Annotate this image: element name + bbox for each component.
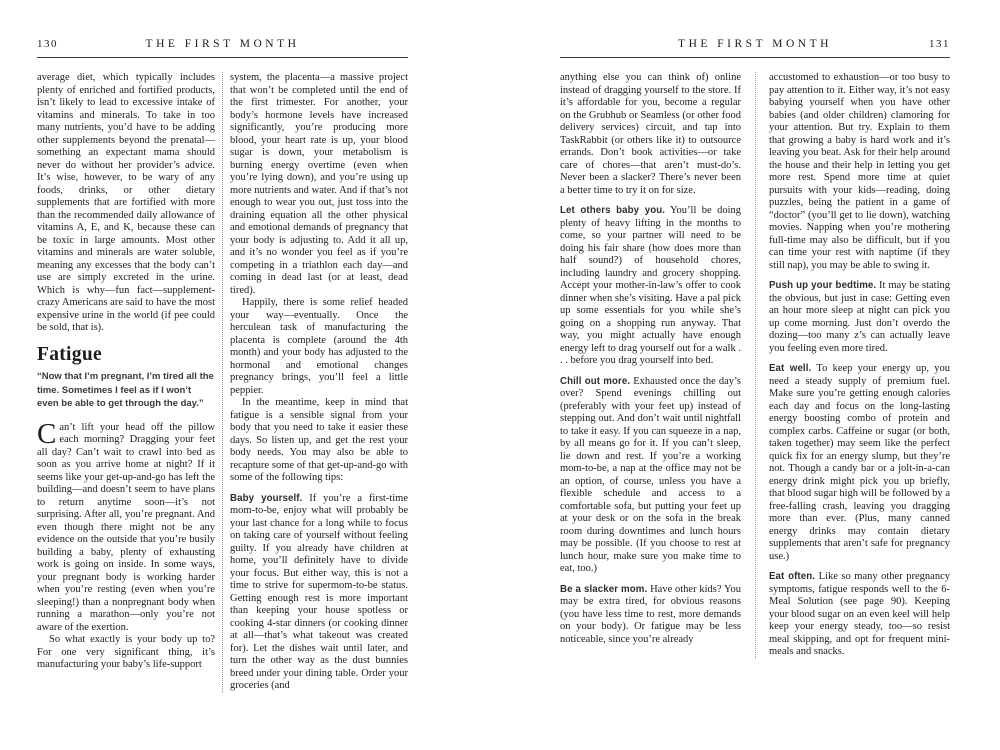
- tip-be-a-slacker-mom: [560, 584, 741, 647]
- tip-eat-well: [769, 363, 950, 563]
- paragraph-placenta: system, the placenta—a massive project that won’t be completed until the end of the first trimester. For another, your body’s hormone levels have increased significantly, you’re producing more blood, your heart rate is up, your blood sugar is down, your metabolism is burning energy overtime (even when you’re lying down), and you’re using up more nutrients and water. And if that’s not enough to wear you out, just toss into the draining equation all the other physical and emotional demands of pregnancy that your body is adjusting to. Add it all up, and it’s no wonder you feel as if you’re competing in a triathlon each day—and coming in dead last (or at least, dead tired).: [230, 72, 408, 296]
- tip-text-bedtime: It may be stating the obvious, but just in case: Getting even an hour more sleep at night can pick you up come morning. Just don’t overdo the dozing—too many z’s can actually leave you feeling even more tired.: [769, 280, 950, 354]
- column-4: [769, 72, 950, 659]
- reader-quote: “Now that I’m pregnant, I’m tired all the time. Sometimes I feel as if I won’t even be able to get through the day.”: [37, 371, 214, 409]
- column-divider-left-page: [222, 72, 223, 693]
- page-number-left: 130: [37, 38, 58, 50]
- tip-text-chill-out: Exhausted once the day’s over? Spend evenings chilling out (preferably with your feet up) instead of stepping out. And don’t wait until nightfall to take it easy. If you can squeeze in a nap, by all means go for it. If you can’t sleep, lie down and rest. If you’re a working mom-to-be, a nap at the office may not be an option, of course, unless you have a flexible schedule and access to a comfortable sofa, but putting your feet up at your desk or on the sofa in the break room during downtimes and lunch hours may be possible. (If you choose to rest at lunch hour, make sure you make time to eat, too.): [560, 375, 741, 574]
- tip-label-baby-yourself: Baby yourself.: [230, 492, 303, 504]
- tip-label-eat-well: Eat well.: [769, 363, 812, 374]
- tip-let-others-baby-you: [560, 205, 741, 368]
- column-3: [560, 72, 741, 659]
- tip-label-chill-out: Chill out more.: [560, 375, 631, 387]
- page-header-right: [560, 38, 950, 58]
- tip-text-slacker-mom: Have other kids? You may be extra tired, for obvious reasons (you have less time to rest, more demands on your body). Or fatigue may be less noticeable, since you’re already: [560, 583, 741, 645]
- paragraph-accustomed: accustomed to exhaustion—or too busy to pay attention to it. Either way, it’s not easy babying yourself when you have other babies (and older children) clamoring for your attention. But try. Explain to them that growing a baby is hard work and it’s leaving you beat. Ask for their help around the house and their help in letting you get more rest. Spend more time at quiet pursuits with your kids—reading, doing puzzles, being the patient in a game of “doctor” (you’ll get to lie down), watching movies. Napping when you’re mothering full-time may also be difficult, but if you can time your rest with naptime (if they still nap), you may be able to swing it.: [769, 72, 950, 271]
- column-1: [37, 72, 215, 693]
- tip-baby-yourself: [230, 493, 408, 693]
- column-2: [230, 72, 408, 693]
- tip-text-eat-well: To keep your energy up, you need a steady supply of premium fuel. Make sure you’re getting enough calories each day and focus on the long-lasting energy boosting combo of protein and complex carbs. Caffeine or sugar (or both, taken together) may seem like the perfect quick fix for an energy slump, but they’re not. Though a candy bar or a jolt-in-a-can energy drink might pick you up briefly, that blood sugar high will be followed by a free-falling crash, leaving you dragging more than ever. (Plus, many canned energy drinks may contain dietary supplements that aren’t safe for pregnancy use.): [769, 363, 950, 562]
- tip-eat-often: [769, 571, 950, 659]
- columns-left-page: [37, 72, 408, 693]
- tip-label-eat-often: Eat often.: [769, 571, 816, 582]
- dropcap-letter: C: [37, 417, 57, 450]
- page-130: [37, 38, 408, 693]
- column-divider-right-page: [755, 72, 756, 659]
- tip-text-eat-often: Like so many other pregnancy symptoms, fatigue responds well to the 6-Meal Solution (see page 90). Keeping your blood sugar on an even keel will help keep your energy steady, too—so resist meal skipping, and opt for frequent mini-meals and snacks.: [769, 571, 950, 657]
- section-heading-fatigue: Fatigue: [37, 343, 102, 365]
- running-head-right: THE FIRST MONTH: [678, 38, 832, 50]
- tip-text-baby-yourself: If you’re a first-time mom-to-be, enjoy what will probably be your last chance for a long while to focus on taking care of yourself without feeling guilty. If you already have children at home, you’ll definitely have to divide your focus. But either way, this is not a time to strive for supermom-to-be status. Getting enough rest is more important than keeping your house spotless or cooking 4-star dinners (or cooking dinner at all—that’s what takeout was created for). Let the dishes wait until later, and turn the other way as the dust bunnies breed under your dining table. Order your groceries (and: [230, 492, 408, 691]
- tip-label-bedtime: Push up your bedtime.: [769, 280, 877, 291]
- tip-chill-out-more: [560, 376, 741, 576]
- tip-label-slacker-mom: Be a slacker mom.: [560, 583, 648, 595]
- page-header-left: [37, 38, 408, 58]
- tip-text-let-others: You’ll be doing plenty of heavy lifting in the months to come, so your partner will need to be doing his fair share (how does more than half sound?) of household chores, including laundry and grocery shopping. Accept your mother-in-law’s offer to cook dinner when she’s visiting. Have a pal pick up some essentials for you while she’s going on a shopping run anyway. That way, you might actually have enough energy left to drag yourself out for a walk . . . before you drag yourself into bed.: [560, 205, 741, 366]
- paragraph-body-up-to: So what exactly is your body up to? For one very significant thing, it’s manufacturing your baby’s life-support: [37, 634, 215, 670]
- paragraph-online-orders: anything else you can think of) online instead of dragging yourself to the store. If it’s affordable for you, become a regular on the Grubhub or Seamless (or other food delivery services) circuit, and tap into TaskRabbit (or others like it) to outsource errands. Don’t book activities—or take care of chores—that aren’t must-do’s. Never been a slacker? There’s never been a better time to try it on for size.: [560, 72, 741, 196]
- paragraph-dropcap: [37, 417, 215, 635]
- page-number-right: 131: [929, 38, 950, 50]
- paragraph-dropcap-text: an’t lift your head off the pillow each morning? Dragging your feet all day? Can’t wait to crawl into bed as soon as you arrive home at night? If it seems like your get-up-and-go has left the building—and doesn’t seem to have plans to return anytime soon—it’s not surprising. After all, you’re pregnant. And even though there might not be any evidence on the outside that you’re busily building a baby, plenty of exhausting work is going on inside. In some ways, your pregnant body is working harder when you’re resting (even when you’re sleeping!) than a nonpregnant body when running a marathon—only you’re not aware of the exertion.: [37, 421, 215, 633]
- paragraph-relief: Happily, there is some relief headed your way—eventually. Once the herculean task of manufacturing the placenta is complete (around the 4th month) and your body has adjusted to the hormonal and emotional changes pregnancy brings, you’ll feel a little peppier.: [230, 297, 408, 396]
- columns-right-page: [560, 72, 950, 659]
- paragraph-vitamins: average diet, which typically includes plenty of enriched and fortified products, isn’t likely to lead to excessive intake of vitamins and minerals. To take in too many nutrients, you’d have to be adding other supplements beyond the prenatal—something an expectant mama should never do without her provider’s advice. It’s wise, however, to be wary of any foods, drinks, or other dietary supplements that are fortified with more than the recommended daily allowance of vitamins A, E, and K, because these can be toxic in large amounts. Most other vitamins and minerals are water soluble, meaning any excesses that the body can’t use are simply excreted in the urine. Which is why—fun fact—supplement-crazy Americans are said to have the most expensive urine in the world (if pee could be sold, that is).: [37, 72, 215, 333]
- tip-label-let-others: Let others baby you.: [560, 205, 666, 216]
- tip-push-up-bedtime: [769, 280, 950, 355]
- running-head-left: THE FIRST MONTH: [145, 38, 300, 50]
- page-131: [560, 38, 950, 659]
- paragraph-meantime: In the meantime, keep in mind that fatigue is a sensible signal from your body that you need to take it easier these days. So listen up, and get the rest your body needs. You may also be able to recapture some of that get-up-and-go with some of the following tips:: [230, 397, 408, 483]
